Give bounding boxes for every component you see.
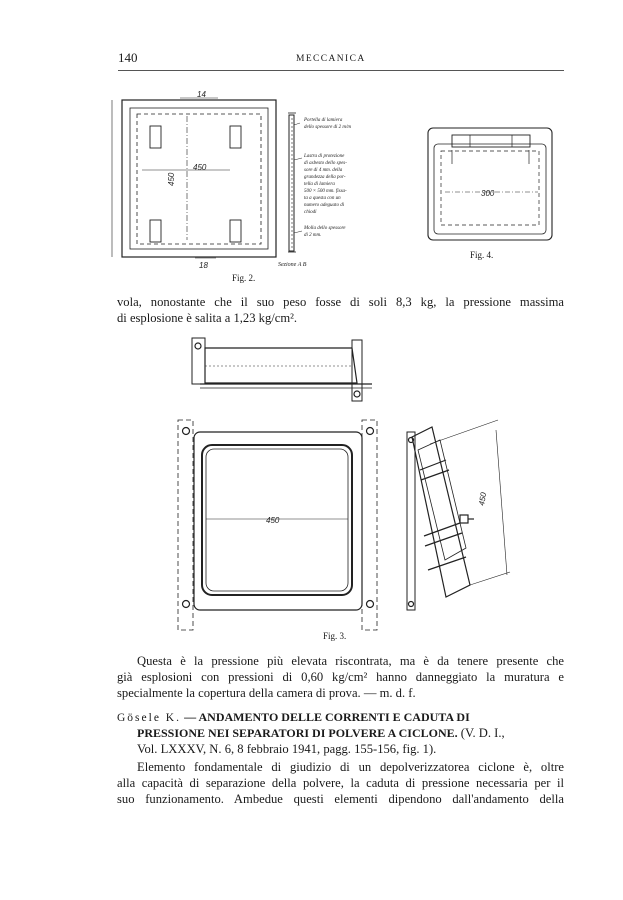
article-title-part-2: PRESSIONE NEI SEPARATORI DI POLVERE A CICLONE. — [137, 726, 458, 740]
fig2-note-1-line-1: Portella di lamiera — [304, 118, 343, 123]
para1-line-1: vola, nonostante che il suo peso fosse di soli 8,3 kg, la pressione massima — [117, 295, 564, 309]
article-heading-line-2 — [137, 725, 564, 741]
fig2-hidden-plate — [137, 114, 261, 244]
fig2-dim-top: 14 — [197, 90, 206, 99]
page-number: 140 — [118, 50, 138, 65]
fig4-caption: Fig. 4. — [470, 250, 494, 260]
fig3-dim-height: 450 — [477, 491, 489, 507]
figure-3-drawing — [178, 338, 510, 630]
fig2-inner-frame — [130, 108, 268, 249]
fig2-note-2-line-4: grandezza della por- — [304, 175, 346, 180]
fig2-outer-frame — [122, 100, 276, 257]
para2-line-2: già esplosioni con pressioni di 0,60 kg/cm² hanno danneggiato la muratura e — [117, 670, 564, 684]
fig2-note-3-line-2: di 2 mm. — [304, 233, 322, 238]
para2-line-1: Questa è la pressione più elevata riscontrata, ma è da tenere presente che — [137, 654, 564, 668]
fig2-note-2-line-9: chiodi — [304, 210, 317, 215]
fig4-dim-width: 300 — [481, 189, 495, 198]
para3-line-1: Elemento fondamentale di giudizio di un depolverizzatorea ciclone è, oltre — [137, 760, 564, 774]
fig2-note-2-line-2: di asbesto dello spes- — [304, 161, 347, 166]
para2-line-3: specialmente la copertura della camera di prova. — m. d. f. — [117, 686, 416, 700]
fig2-note-2-line-5: tella di lamiera — [304, 182, 335, 187]
fig2-caption: Fig. 2. — [232, 273, 256, 283]
fig3-caption: Fig. 3. — [323, 631, 347, 641]
fig2-note-2-line-1: Lastra di protezione — [304, 154, 345, 159]
fig2-dim-height: 450 — [167, 172, 176, 186]
fig2-dim-width: 450 — [193, 163, 207, 172]
para1-line-2: di esplosione è salita a 1,23 kg/cm². — [117, 311, 298, 325]
article-heading-line-1 — [117, 709, 564, 726]
fig2-note-2-line-8: numero adeguato di — [304, 203, 345, 208]
article-source-journal: (V. D. I., — [460, 726, 505, 740]
fig2-section-label: Sezione A B — [278, 262, 307, 268]
para3-line-3: suo funzionamento. Ambedue questi elementi dipendono dall'andamento della — [117, 792, 564, 806]
fig2-note-1-line-2: dello spessore di 2 m/m — [304, 125, 352, 130]
fig3-dim-width: 450 — [266, 516, 280, 525]
fig2-note-2-line-7: ta a questa con un — [304, 196, 341, 201]
article-source-line: Vol. LXXXV, N. 6, 8 febbraio 1941, pagg. 155-156, fig. 1). — [137, 742, 437, 756]
fig2-dim-bottom: 18 — [199, 261, 208, 270]
figure-4-drawing — [428, 128, 552, 240]
para3-line-2: alla capacità di separazione della polvere, la caduta di pressione necessaria per il — [117, 776, 564, 790]
fig2-note-2-line-6: 500 × 500 mm. fissa- — [304, 189, 347, 194]
article-title-part-1: — ANDAMENTO DELLE CORRENTI E CADUTA DI — [184, 710, 470, 724]
article-author: Gösele K. — [117, 712, 181, 724]
fig2-note-3-line-1: Molla dello spessore — [304, 226, 346, 231]
running-title: MECCANICA — [296, 54, 366, 64]
fig2-note-2-line-3: sore di 4 mm. della — [304, 168, 343, 173]
